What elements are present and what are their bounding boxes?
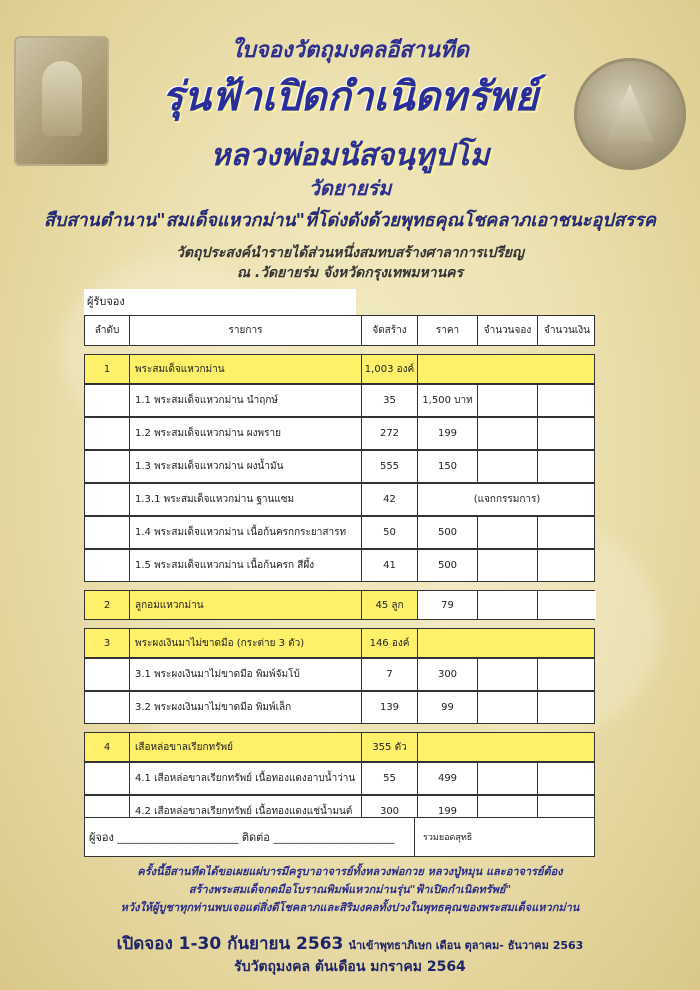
item-quantity: 41 bbox=[361, 550, 417, 581]
amount-cell[interactable] bbox=[537, 550, 596, 581]
group-name: ลูกอมแหวกม่าน bbox=[129, 591, 361, 619]
item-price: 150 bbox=[417, 451, 477, 482]
group-row bbox=[84, 628, 595, 658]
amount-cell[interactable] bbox=[537, 591, 596, 619]
item-name: 3.2 พระผงเงินมาไม่ขาดมือ พิมพ์เล็ก bbox=[129, 692, 361, 723]
group-row bbox=[84, 590, 595, 620]
purpose-line: วัตถุประสงค์นำรายได้ส่วนหนึ่งสมทบสร้างศาลาการเปรียญ bbox=[176, 245, 524, 261]
item-price: 99 bbox=[417, 692, 477, 723]
booking-count-cell[interactable] bbox=[477, 451, 537, 482]
item-name: 1.2 พระสมเด็จแหวกม่าน ผงพราย bbox=[129, 418, 361, 449]
item-price: 199 bbox=[417, 796, 477, 827]
item-index-blank bbox=[85, 418, 129, 449]
group-gap bbox=[84, 582, 595, 590]
amount-cell[interactable] bbox=[537, 763, 596, 794]
item-row bbox=[84, 516, 595, 549]
item-row bbox=[84, 450, 595, 483]
group-row bbox=[84, 354, 595, 384]
location-line: ณ .วัดยายร่ม จังหวัดกรุงเทพมหานคร bbox=[236, 265, 464, 281]
group-quantity: 1,003 องค์ bbox=[361, 355, 417, 383]
item-index-blank bbox=[85, 550, 129, 581]
item-row bbox=[84, 417, 595, 450]
item-row bbox=[84, 483, 595, 516]
column-header: จัดสร้าง bbox=[361, 316, 417, 345]
item-price-note: (แจกกรรมการ) bbox=[417, 484, 596, 515]
item-row bbox=[84, 658, 595, 691]
item-row bbox=[84, 691, 595, 724]
note-line-2: สร้างพระสมเด็จกดมือโบราณพิมพ์แหวกม่านรุ่น"ฟ้าเปิดกำเนิดทรัพย์" bbox=[188, 883, 512, 896]
item-name: 4.2 เสือหล่อขาลเรียกทรัพย์ เนื้อทองแดงแช่น้ำมนต์ bbox=[129, 796, 361, 827]
item-name: 1.4 พระสมเด็จแหวกม่าน เนื้อก้นครกกระยาสารท bbox=[129, 517, 361, 548]
note-line-1: ครั้งนี้อีสานทีดได้ขอเผยแผ่บารมีครูบาอาจารย์ทั้งหลวงพ่อกวย หลวงปู่หมุน และอาจารย์ต้อง bbox=[137, 865, 563, 878]
amount-cell[interactable] bbox=[537, 692, 596, 723]
booking-count-cell[interactable] bbox=[477, 692, 537, 723]
column-header: จำนวนจอง bbox=[477, 316, 537, 345]
group-name: พระสมเด็จแหวกม่าน bbox=[129, 355, 361, 383]
item-name: 3.1 พระผงเงินมาไม่ขาดมือ พิมพ์จัมโบ้ bbox=[129, 659, 361, 690]
item-quantity: 139 bbox=[361, 692, 417, 723]
booking-count-cell[interactable] bbox=[477, 763, 537, 794]
booker-contact-label: ผู้จอง ______________________ ติดต่อ ______________________ bbox=[89, 831, 395, 844]
monk-name: หลวงพ่อมนัสจนฺทูปโม bbox=[210, 138, 490, 173]
group-quantity: 45 ลูก bbox=[361, 591, 417, 619]
group-blank bbox=[417, 733, 596, 761]
item-quantity: 42 bbox=[361, 484, 417, 515]
amount-cell[interactable] bbox=[537, 517, 596, 548]
booking-period: เปิดจอง 1-30 กันยายน 2563 bbox=[116, 934, 344, 954]
group-blank bbox=[417, 629, 596, 657]
recipient-field[interactable] bbox=[84, 289, 356, 315]
group-quantity: 146 องค์ bbox=[361, 629, 417, 657]
booking-count-cell[interactable] bbox=[477, 591, 537, 619]
recipient-label: ผู้รับจอง bbox=[87, 295, 125, 308]
amount-cell[interactable] bbox=[537, 659, 596, 690]
item-price: 499 bbox=[417, 763, 477, 794]
booking-count-cell[interactable] bbox=[477, 418, 537, 449]
item-price: 500 bbox=[417, 517, 477, 548]
booking-count-cell[interactable] bbox=[477, 385, 537, 416]
amount-cell[interactable] bbox=[537, 385, 596, 416]
group-blank bbox=[417, 355, 596, 383]
item-index-blank bbox=[85, 763, 129, 794]
item-name: 1.3 พระสมเด็จแหวกม่าน ผงน้ำมัน bbox=[129, 451, 361, 482]
column-header: จำนวนเงิน bbox=[537, 316, 596, 345]
group-number: 4 bbox=[103, 741, 111, 753]
item-index-blank bbox=[85, 517, 129, 548]
booking-count-cell[interactable] bbox=[477, 659, 537, 690]
group-gap bbox=[84, 620, 595, 628]
item-quantity: 7 bbox=[361, 659, 417, 690]
column-header: ราคา bbox=[417, 316, 477, 345]
receive-date: รับวัตถุมงคล ต้นเดือน มกราคม 2564 bbox=[234, 959, 466, 975]
amount-cell[interactable] bbox=[537, 418, 596, 449]
item-index-blank bbox=[85, 451, 129, 482]
group-price: 79 bbox=[417, 591, 477, 619]
signature-row bbox=[84, 817, 595, 857]
item-quantity: 272 bbox=[361, 418, 417, 449]
group-number: 3 bbox=[103, 637, 111, 649]
grand-total-field[interactable] bbox=[415, 817, 595, 857]
item-name: 4.1 เสือหล่อขาลเรียกทรัพย์ เนื้อทองแดงอาบน้ำว่าน bbox=[129, 763, 361, 794]
item-price: 500 bbox=[417, 550, 477, 581]
temple-name: วัดยายร่ม bbox=[308, 176, 392, 200]
form-title: ใบจองวัตถุมงคลอีสานทีด bbox=[231, 38, 469, 63]
ceremony-period: นำเข้าพุทธาภิเษก เดือน ตุลาคม- ธันวาคม 2563 bbox=[348, 939, 584, 952]
group-gap bbox=[84, 724, 595, 732]
note-line-3: หวังให้ผู้บูชาทุกท่านพบเจอแต่สิ่งดีโชคลาภและสิริมงคลทั้งปวงในพุทธคุณของพระสมเด็จแหวกม่าน bbox=[120, 901, 580, 914]
column-header: รายการ bbox=[129, 316, 361, 345]
item-name: 1.1 พระสมเด็จแหวกม่าน นำฤกษ์ bbox=[129, 385, 361, 416]
amount-cell[interactable] bbox=[537, 451, 596, 482]
column-header: ลำดับ bbox=[94, 325, 120, 336]
item-name: 1.5 พระสมเด็จแหวกม่าน เนื้อก้นครก สีผึ้ง bbox=[129, 550, 361, 581]
group-row bbox=[84, 732, 595, 762]
edition-title: รุ่นฟ้าเปิดกำเนิดทรัพย์ bbox=[162, 74, 538, 120]
item-price: 199 bbox=[417, 418, 477, 449]
item-price: 1,500 บาท bbox=[417, 385, 477, 416]
item-quantity: 555 bbox=[361, 451, 417, 482]
item-index-blank bbox=[85, 385, 129, 416]
item-quantity: 300 bbox=[361, 796, 417, 827]
item-name: 1.3.1 พระสมเด็จแหวกม่าน ฐานแซม bbox=[129, 484, 361, 515]
item-quantity: 50 bbox=[361, 517, 417, 548]
item-quantity: 35 bbox=[361, 385, 417, 416]
grand-total-label: รวมยอดสุทธิ bbox=[423, 833, 473, 843]
booking-count-cell[interactable] bbox=[477, 517, 537, 548]
group-number: 2 bbox=[103, 599, 111, 611]
item-index-blank bbox=[85, 659, 129, 690]
item-price: 300 bbox=[417, 659, 477, 690]
tagline: สืบสานตำนาน"สมเด็จแหวกม่าน"ที่โด่งดังด้วยพุทธคุณโชคลาภเอาชนะอุปสรรค bbox=[43, 210, 657, 231]
group-name: พระผงเงินมาไม่ขาดมือ (กระต่าย 3 ตัว) bbox=[129, 629, 361, 657]
item-row bbox=[84, 762, 595, 795]
group-name: เสือหล่อขาลเรียกทรัพย์ bbox=[129, 733, 361, 761]
group-number: 1 bbox=[103, 363, 111, 375]
booker-contact-field[interactable] bbox=[84, 817, 415, 857]
booking-count-cell[interactable] bbox=[477, 550, 537, 581]
item-row bbox=[84, 549, 595, 582]
item-quantity: 55 bbox=[361, 763, 417, 794]
item-row bbox=[84, 384, 595, 417]
schedule-line bbox=[0, 930, 700, 957]
group-quantity: 355 ตัว bbox=[361, 733, 417, 761]
table-header-row bbox=[84, 315, 595, 346]
item-index-blank bbox=[85, 692, 129, 723]
item-index-blank bbox=[85, 484, 129, 515]
group-gap bbox=[84, 346, 595, 354]
